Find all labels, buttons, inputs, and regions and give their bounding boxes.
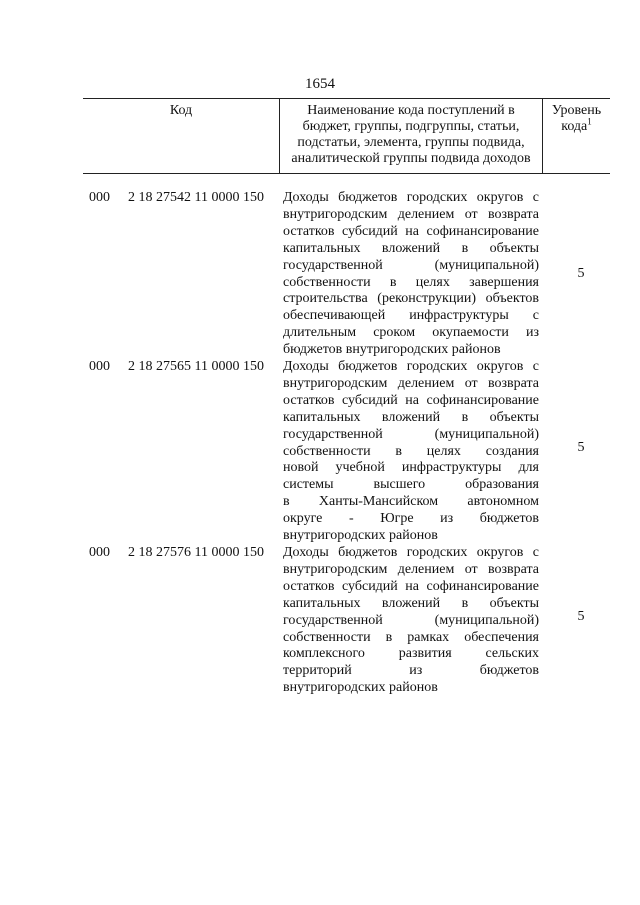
- name-line: остатков субсидий на софинансирование: [283, 578, 539, 594]
- header-name-line: подстатьи, элемента, группы подвида,: [297, 135, 525, 150]
- header-code: [83, 99, 279, 173]
- name-line: Доходы бюджетов городских округов с: [283, 545, 539, 560]
- name-line: государственной (муниципальной): [283, 257, 539, 273]
- header-level-word: кода: [561, 119, 588, 134]
- income-code: 2 18 27542 11 0000 150: [128, 190, 264, 205]
- name-line: капитальных вложений в объекты: [283, 240, 539, 256]
- name-line: остатков субсидий на софинансирование: [283, 223, 539, 239]
- name-line: собственности в рамках обеспечения: [283, 629, 539, 645]
- name-line: длительным сроком окупаемости из: [283, 325, 539, 341]
- name-line: комплексного развития сельских: [283, 646, 539, 662]
- header-level-line: [543, 116, 610, 135]
- name-line: государственной (муниципальной): [283, 426, 539, 442]
- page-number: 1654: [305, 76, 335, 92]
- level-value: 5: [577, 266, 585, 281]
- name-line: территорий из бюджетов: [283, 663, 539, 679]
- name-line: внутригородским делением от возврата: [283, 206, 539, 222]
- income-code: 2 18 27565 11 0000 150: [128, 359, 264, 374]
- name-line: государственной (муниципальной): [283, 612, 539, 628]
- name-line: Доходы бюджетов городских округов с: [283, 359, 539, 374]
- header-name: [279, 99, 543, 173]
- income-name: [283, 359, 539, 545]
- header-level-line: Уровень: [551, 103, 602, 118]
- name-line: внутригородским делением от возврата: [283, 561, 539, 577]
- header-name-line: аналитической группы подвида доходов: [291, 151, 531, 166]
- agency-code: 000: [89, 190, 110, 205]
- name-line: округе - Югре из бюджетов: [283, 511, 539, 527]
- name-line: остатков субсидий на софинансирование: [283, 392, 539, 408]
- income-name: [283, 545, 539, 697]
- name-line: строительства (реконструкции) объектов: [283, 291, 539, 307]
- name-line: Доходы бюджетов городских округов с: [283, 190, 539, 205]
- name-line: внутригородских районов: [283, 528, 438, 544]
- name-line: бюджетов внутригородских районов: [283, 342, 501, 358]
- name-line: капитальных вложений в объекты: [283, 409, 539, 425]
- name-line: собственности в целях завершения: [283, 274, 539, 290]
- name-line: собственности в целях создания: [283, 443, 539, 459]
- footnote-mark: 1: [587, 116, 592, 127]
- level-value: 5: [577, 440, 585, 455]
- income-name: [283, 190, 539, 359]
- agency-code: 000: [89, 359, 110, 374]
- income-code: 2 18 27576 11 0000 150: [128, 545, 264, 560]
- header-name-line: бюджет, группы, подгруппы, статьи,: [302, 119, 520, 134]
- header-name-line: Наименование кода поступлений в: [307, 103, 515, 118]
- name-line: обеспечивающей инфраструктуры с: [283, 308, 539, 324]
- name-line: новой учебной инфраструктуры для: [283, 460, 539, 476]
- table-header: [83, 98, 610, 174]
- header-code-label: Код: [169, 103, 193, 118]
- level-value: 5: [577, 609, 585, 624]
- name-line: внутригородским делением от возврата: [283, 375, 539, 391]
- agency-code: 000: [89, 545, 110, 560]
- name-line: системы высшего образования: [283, 477, 539, 493]
- header-level: [543, 99, 610, 173]
- name-line: капитальных вложений в объекты: [283, 595, 539, 611]
- name-line: внутригородских районов: [283, 680, 438, 696]
- name-line: в Ханты-Мансийском автономном: [283, 494, 539, 510]
